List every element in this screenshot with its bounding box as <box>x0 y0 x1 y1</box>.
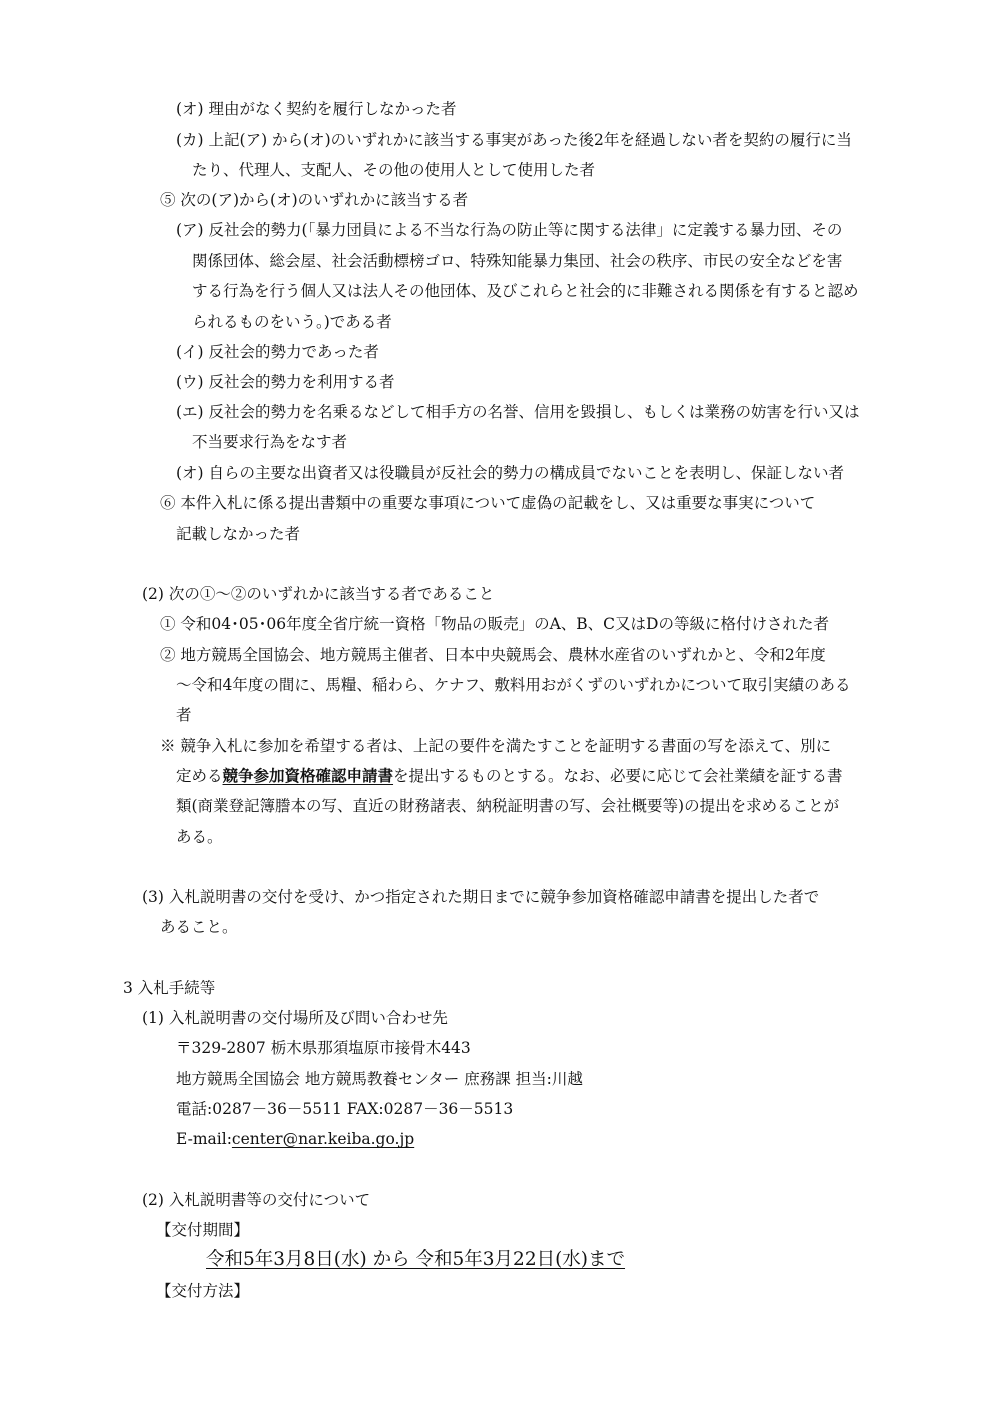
subheading-method: 【交付方法】 <box>156 1282 250 1300</box>
section-heading: (2) 次の①～②のいずれかに該当する者であること <box>142 585 495 603</box>
text-line: たり、代理人、支配人、その他の使用人として使用した者 <box>192 161 596 179</box>
section-heading: (1) 入札説明書の交付場所及び問い合わせ先 <box>142 1009 448 1027</box>
text-line: られるものをいう。)である者 <box>192 313 392 331</box>
text-line: (オ) 理由がなく契約を履行しなかった者 <box>176 100 457 118</box>
text-line: ① 令和04･05･06年度全省庁統一資格「物品の販売」のA、B、C又はDの等級に格付けされた者 <box>160 615 829 633</box>
email-link[interactable]: center@nar.keiba.go.jp <box>231 1130 415 1148</box>
text-line: 不当要求行為をなす者 <box>192 433 348 451</box>
text-line: (ア) 反社会的勢力(「暴力団員による不当な行為の防止等に関する法律」に定義する暴力団、その <box>176 221 843 239</box>
text-line: ～令和4年度の間に、馬糧、稲わら、ケナフ、敷料用おがくずのいずれかについて取引実績のある <box>176 676 851 694</box>
text-line: (オ) 自らの主要な出資者又は役職員が反社会的勢力の構成員でないことを表明し、保証しない者 <box>176 464 845 482</box>
text-line: 記載しなかった者 <box>176 525 301 543</box>
text-line: する行為を行う個人又は法人その他団体、及びこれらと社会的に非難される関係を有すると認め <box>192 282 859 300</box>
section-heading: (2) 入札説明書等の交付について <box>142 1191 371 1209</box>
organization-line: 地方競馬全国協会 地方競馬教養センター 庶務課 担当:川越 <box>176 1070 583 1088</box>
text-span: 定める <box>176 767 223 785</box>
text-line: ② 地方競馬全国協会、地方競馬主催者、日本中央競馬会、農林水産省のいずれかと、令和2年度 <box>160 646 826 664</box>
section-heading: (3) 入札説明書の交付を受け、かつ指定された期日までに競争参加資格確認申請書を提出した者で <box>142 888 820 906</box>
text-line: (イ) 反社会的勢力であった者 <box>176 343 379 361</box>
distribution-period: 令和5年3月8日(水) から 令和5年3月22日(水)まで <box>206 1249 626 1270</box>
text-line: 者 <box>176 706 192 724</box>
note-line <box>176 765 843 787</box>
text-line: ⑥ 本件入札に係る提出書類中の重要な事項について虚偽の記載をし、又は重要な事実について <box>160 494 816 512</box>
note-line: 類(商業登記簿謄本の写、直近の財務諸表、納税証明書の写、会社概要等)の提出を求めることが <box>176 797 840 815</box>
text-line: ⑤ 次の(ア)から(オ)のいずれかに該当する者 <box>160 191 469 209</box>
text-line: 関係団体、総会屋、社会活動標榜ゴロ、特殊知能暴力集団、社会の秩序、市民の安全などを害 <box>192 252 843 270</box>
subheading-period: 【交付期間】 <box>156 1221 250 1239</box>
chapter-heading: 3 入札手続等 <box>123 979 216 997</box>
note-line: ※ 競争入札に参加を希望する者は、上記の要件を満たすことを証明する書面の写を添えて、別に <box>160 737 832 755</box>
email-line <box>176 1128 414 1150</box>
email-label: E-mail: <box>176 1130 232 1148</box>
text-line: (ウ) 反社会的勢力を利用する者 <box>176 373 395 391</box>
text-line: (カ) 上記(ア) から(オ)のいずれかに該当する事実があった後2年を経過しない者を契約の履行に当 <box>176 131 852 149</box>
address-line: 〒329-2807 栃木県那須塩原市接骨木443 <box>176 1039 471 1057</box>
application-form-name: 競争参加資格確認申請書 <box>222 766 394 785</box>
phone-fax-line: 電話:0287－36－5511 FAX:0287－36－5513 <box>176 1100 514 1118</box>
text-line: あること。 <box>160 918 238 936</box>
text-span: を提出するものとする。なお、必要に応じて会社業績を証する書 <box>393 767 843 785</box>
note-line: ある。 <box>176 828 223 846</box>
text-line: (エ) 反社会的勢力を名乗るなどして相手方の名誉、信用を毀損し、もしくは業務の妨害を行い又は <box>176 403 860 421</box>
